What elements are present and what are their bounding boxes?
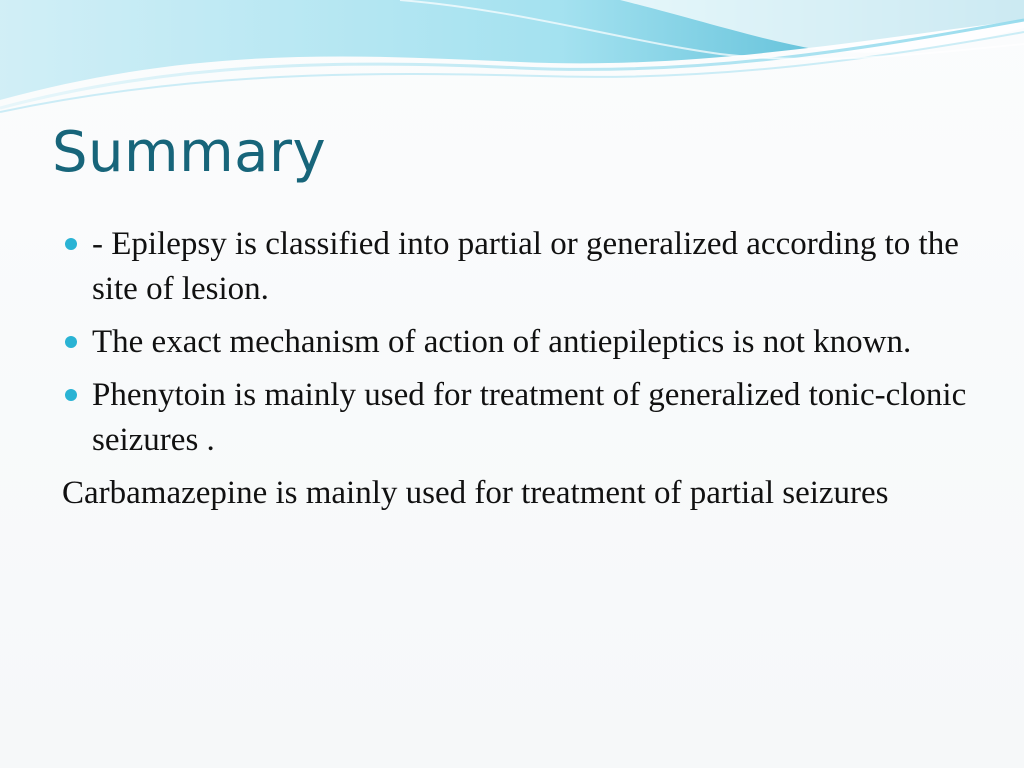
bullet-item: [62, 320, 982, 365]
bullet-text: - Epilepsy is classified into partial or generalized according to the site of lesion.: [92, 226, 959, 307]
round-bullet-icon: [65, 336, 77, 348]
round-bullet-icon: [65, 238, 77, 250]
bullet-item: [62, 373, 982, 463]
plain-paragraph: Carbamazepine is mainly used for treatment of partial seizures: [62, 475, 889, 511]
slide-content: [62, 222, 982, 516]
slide-title: Summary: [52, 120, 327, 185]
round-bullet-icon: [65, 389, 77, 401]
bullet-text: The exact mechanism of action of antiepileptics is not known.: [92, 324, 912, 360]
bullet-item: [62, 222, 982, 312]
wave-banner-icon: [0, 0, 1024, 120]
bullet-text: Phenytoin is mainly used for treatment of generalized tonic-clonic seizures .: [92, 377, 967, 458]
